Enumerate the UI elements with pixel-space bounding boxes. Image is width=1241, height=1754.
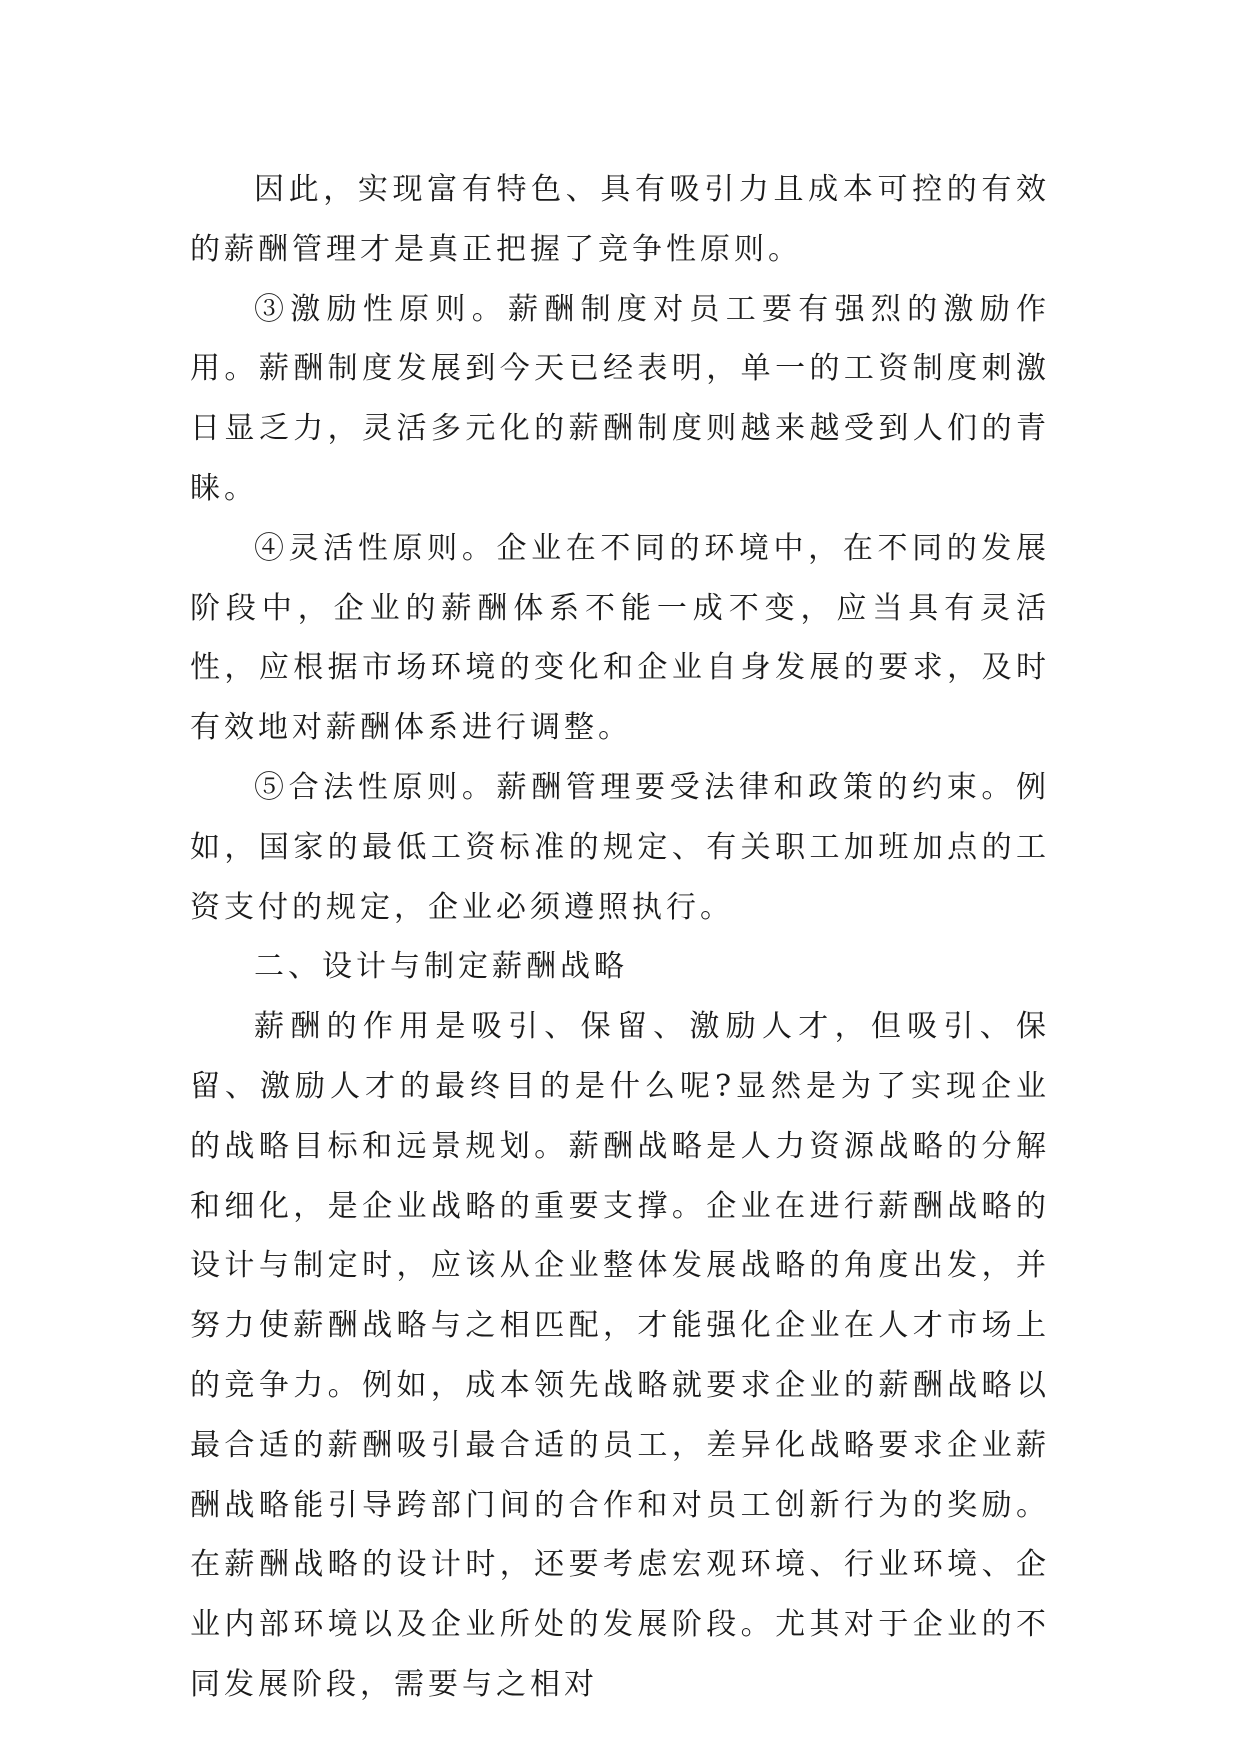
paragraph-competitive-principle: 因此，实现富有特色、具有吸引力且成本可控的有效的薪酬管理才是真正把握了竞争性原则。	[190, 172, 1050, 267]
paragraph-legality-principle: ⑤合法性原则。薪酬管理要受法律和政策的约束。例如，国家的最低工资标准的规定、有关职工加班加点的工资支付的规定，企业必须遵照执行。	[190, 769, 1050, 925]
document-body	[190, 160, 1050, 1715]
section-heading: 二、设计与制定薪酬战略	[254, 949, 628, 985]
paragraph-flexibility-principle: ④灵活性原则。企业在不同的环境中，在不同的发展阶段中，企业的薪酬体系不能一成不变，应当具有灵活性，应根据市场环境的变化和企业自身发展的要求，及时有效地对薪酬体系进行调整。	[190, 530, 1050, 746]
paragraph-compensation-strategy: 薪酬的作用是吸引、保留、激励人才，但吸引、保留、激励人才的最终目的是什么呢?显然是为了实现企业的战略目标和远景规划。薪酬战略是人力资源战略的分解和细化，是企业战略的重要支撑。企业在进行薪酬战略的设计与制定时，应该从企业整体发展战略的角度出发，并努力使薪酬战略与之相匹配，才能强化企业在人才市场上的竞争力。例如，成本领先战略就要求企业的薪酬战略以最合适的薪酬吸引最合适的员工，差异化战略要求企业薪酬战略能引导跨部门间的合作和对员工创新行为的奖励。在薪酬战略的设计时，还要考虑宏观环境、行业环境、企业内部环境以及企业所处的发展阶段。尤其对于企业的不同发展阶段，需要与之相对	[190, 1009, 1050, 1702]
paragraph-incentive-principle: ③激励性原则。薪酬制度对员工要有强烈的激励作用。薪酬制度发展到今天已经表明，单一的工资制度刺激日显乏力，灵活多元化的薪酬制度则越来越受到人们的青睐。	[190, 291, 1050, 506]
